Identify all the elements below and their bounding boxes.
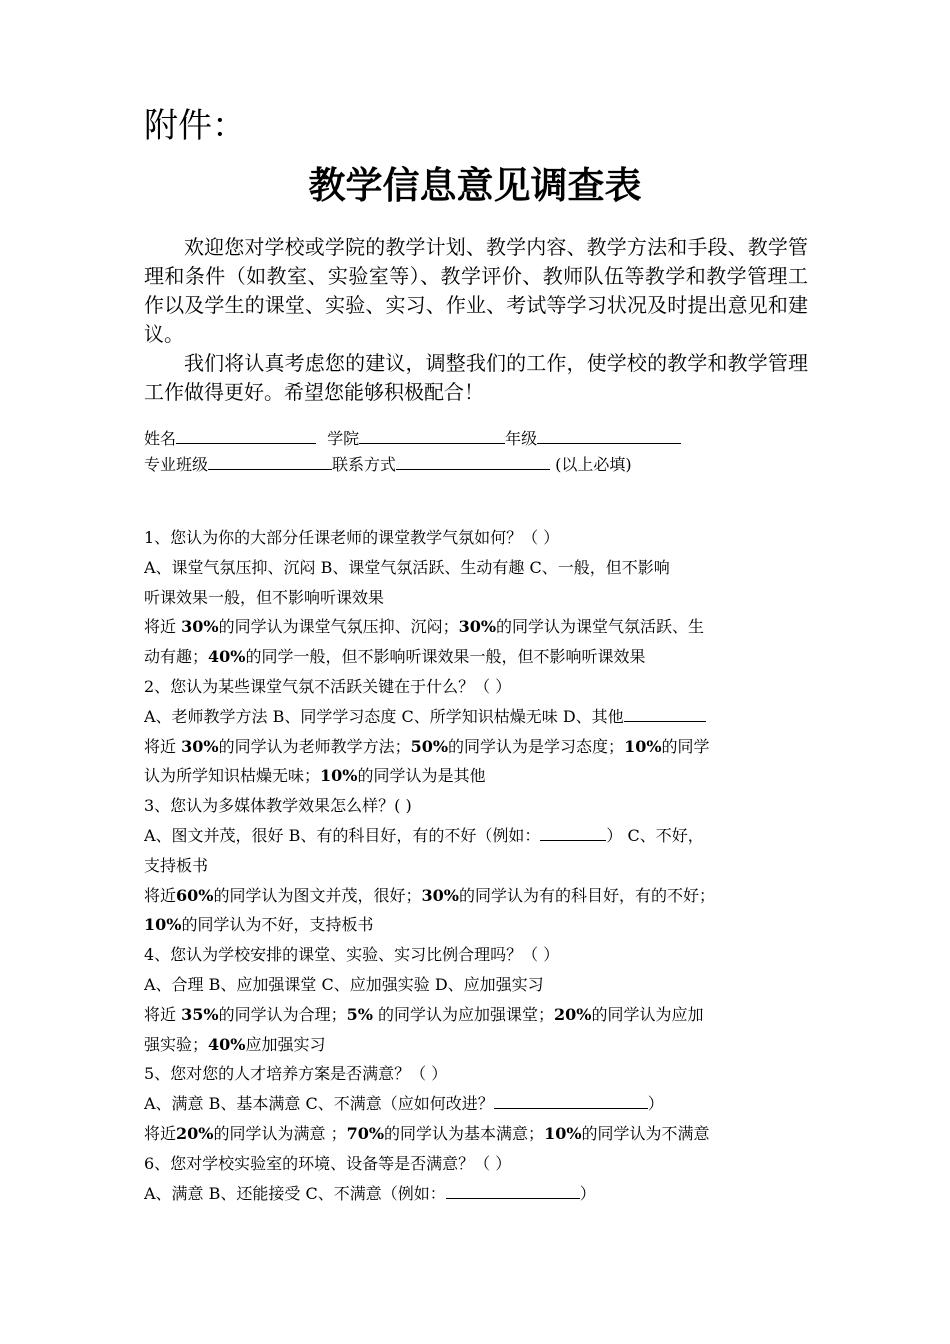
- fields-row-1: [144, 426, 808, 452]
- result-text: 的同学认为不满意: [581, 1123, 710, 1143]
- result-text: 的同学一般，但不影响听课效果一般，但不影响听课效果: [245, 647, 646, 667]
- options-text: A、老师教学方法 B、同学学习态度 C、所学知识枯燥无味 D、其他: [144, 706, 624, 726]
- result-text: 的同学认为满意 ；: [213, 1123, 347, 1143]
- page-title: 教学信息意见调查表: [308, 164, 642, 207]
- question-3-options: [144, 821, 808, 851]
- options-text: ）: [579, 1183, 596, 1203]
- options-text: ）: [647, 1094, 664, 1114]
- required-note: (以上必填): [555, 455, 632, 474]
- question-3-result-cont: [144, 910, 808, 940]
- result-percent: 10%: [624, 736, 662, 756]
- question-4-options: A、合理 B、应加强课堂 C、应加强实验 D、应加强实习: [144, 974, 544, 994]
- question-4-result-cont: [144, 1030, 808, 1060]
- result-percent: 10%: [320, 766, 358, 786]
- intro-text: [144, 233, 808, 407]
- result-text: 将近: [144, 1004, 182, 1024]
- options-text: ） C、不好，: [606, 825, 704, 845]
- question-2-result-cont: [144, 761, 808, 791]
- other-blank[interactable]: [624, 704, 706, 722]
- result-text: 的同学认为是学习态度；: [448, 736, 625, 756]
- result-text: 的同学认为图文并茂，很好；: [213, 885, 422, 905]
- improvement-blank[interactable]: [494, 1091, 648, 1109]
- question-2-text: 2、您认为某些课堂气氛不活跃关键在于什么？（ ）: [144, 676, 512, 696]
- result-text: 将近: [144, 885, 177, 905]
- college-blank[interactable]: [359, 426, 505, 444]
- question-1-result: [144, 612, 808, 642]
- name-label: 姓名: [144, 429, 177, 448]
- example-blank[interactable]: [446, 1181, 580, 1199]
- result-text: 的同学认为应加强课堂；: [372, 1004, 555, 1024]
- question-1-options: A、课堂气氛压抑、沉闷 B、课堂气氛活跃、生动有趣 C、一般，但不影响: [144, 557, 670, 577]
- question-5-text: 5、您对您的人才培养方案是否满意？（ ）: [144, 1064, 448, 1084]
- question-4-result: [144, 1000, 808, 1030]
- options-text: A、满意 B、基本满意 C、不满意（应如何改进？: [144, 1094, 494, 1114]
- example-blank[interactable]: [540, 823, 606, 841]
- result-text: 将近: [144, 1123, 177, 1143]
- result-text: 将近: [144, 617, 182, 637]
- result-text: 的同学认为合理；: [218, 1004, 347, 1024]
- result-percent: 10%: [544, 1123, 582, 1143]
- question-1-result-cont: [144, 642, 808, 672]
- question-3-options-cont: 支持板书: [144, 855, 209, 875]
- result-percent: 30%: [458, 617, 497, 637]
- result-text: 应加强实习: [245, 1034, 326, 1054]
- result-text: 强实验；: [144, 1034, 209, 1054]
- question-1-options-cont: 听课效果一般，但不影响听课效果: [144, 587, 385, 607]
- question-3-result: [144, 881, 808, 911]
- result-text: 的同学认为基本满意；: [384, 1123, 545, 1143]
- grade-label: 年级: [505, 429, 538, 448]
- question-4-text: 4、您认为学校安排的课堂、实验、实习比例合理吗？（ ）: [144, 945, 560, 965]
- result-percent: 20%: [554, 1004, 592, 1024]
- contact-label: 联系方式: [332, 455, 397, 474]
- result-percent: 40%: [208, 1034, 246, 1054]
- result-percent: 30%: [181, 736, 219, 756]
- result-percent: 50%: [410, 736, 449, 756]
- result-percent: 30%: [181, 617, 219, 637]
- question-list: [144, 523, 808, 1208]
- result-text: 动有趣；: [144, 647, 209, 667]
- options-text: A、图文并茂，很好 B、有的科目好，有的不好（例如：: [144, 825, 541, 845]
- fields-row-2: [144, 452, 808, 478]
- class-blank[interactable]: [208, 452, 332, 470]
- grade-blank[interactable]: [537, 426, 681, 444]
- result-percent: 60%: [176, 885, 214, 905]
- name-blank[interactable]: [176, 426, 316, 444]
- question-2-result: [144, 732, 808, 762]
- result-text: 的同学认为课堂气氛活跃、生: [496, 617, 705, 637]
- result-text: 的同学认为老师教学方法；: [218, 736, 411, 756]
- result-text: 的同学认为应加: [591, 1004, 704, 1024]
- result-percent: 70%: [346, 1123, 385, 1143]
- result-percent: 5%: [346, 1004, 373, 1024]
- result-text: 认为所学知识枯燥无味；: [144, 766, 321, 786]
- contact-blank[interactable]: [396, 452, 550, 470]
- result-percent: 35%: [181, 1004, 219, 1024]
- question-5-result: [144, 1119, 808, 1149]
- attachment-label: 附件：: [144, 106, 246, 146]
- respondent-fields: [144, 426, 808, 478]
- intro-paragraph-2: 我们将认真考虑您的建议，调整我们的工作，使学校的教学和教学管理工作做得更好。希望您能够积极配合！: [144, 351, 808, 404]
- question-1-text: 1、您认为你的大部分任课老师的课堂教学气氛如何？（ ）: [144, 528, 560, 547]
- question-5-options: [144, 1089, 808, 1119]
- question-6-options: [144, 1179, 808, 1209]
- result-text: 的同学: [661, 736, 710, 756]
- question-3-text: 3、您认为多媒体教学效果怎么样？( ): [144, 796, 412, 816]
- result-percent: 40%: [208, 647, 246, 667]
- question-6-text: 6、您对学校实验室的环境、设备等是否满意？（ ）: [144, 1153, 512, 1173]
- options-text: A、满意 B、还能接受 C、不满意（例如：: [144, 1183, 446, 1203]
- result-text: 的同学认为不好，支持板书: [181, 915, 374, 935]
- result-percent: 20%: [176, 1123, 214, 1143]
- college-label: 学院: [327, 429, 360, 448]
- intro-paragraph-1: 欢迎您对学校或学院的教学计划、教学内容、教学方法和手段、教学管理和条件（如教室、实验室等）、教学评价、教师队伍等教学和教学管理工作以及学生的课堂、实验、实习、作业、考试等学习状况及时提出意见和建议。: [144, 235, 808, 346]
- result-text: 将近: [144, 736, 182, 756]
- result-percent: 30%: [421, 885, 459, 905]
- result-text: 的同学认为有的科目好，有的不好；: [458, 885, 715, 905]
- class-label: 专业班级: [144, 455, 209, 474]
- result-text: 的同学认为是其他: [357, 766, 486, 786]
- result-percent: 10%: [144, 915, 182, 935]
- result-text: 的同学认为课堂气氛压抑、沉闷；: [218, 617, 459, 637]
- question-2-options: [144, 702, 808, 732]
